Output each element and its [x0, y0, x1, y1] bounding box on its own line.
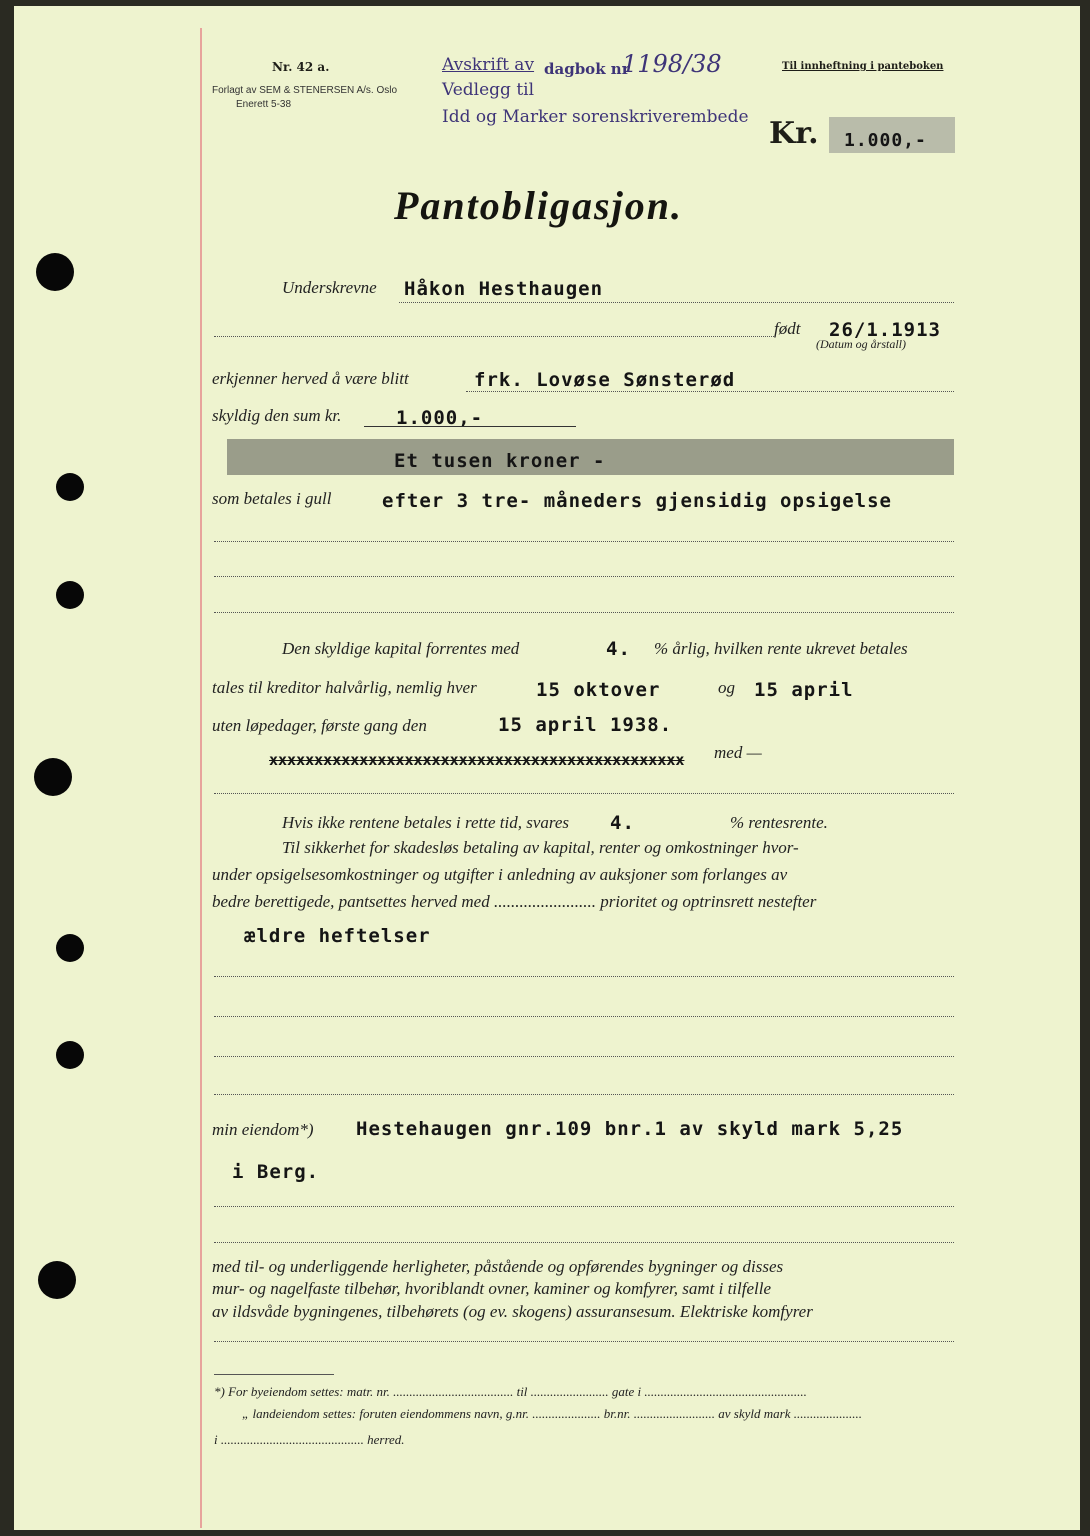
- amount-in-words: Et tusen kroner -: [394, 450, 606, 472]
- dotted-rule: [466, 391, 954, 392]
- dotted-rule: [214, 612, 954, 613]
- interest-date-2: 15 april: [754, 679, 854, 701]
- interest-og: og: [718, 678, 735, 697]
- signatory-name: Håkon Hesthaugen: [404, 278, 604, 300]
- dotted-rule: [214, 1242, 954, 1243]
- stamp-dagbok: dagbok nr: [544, 60, 630, 78]
- amount-value: 1.000,-: [844, 130, 927, 151]
- payment-label: som betales i gull: [212, 489, 332, 508]
- punch-hole: [34, 758, 72, 796]
- dotted-rule: [214, 576, 954, 577]
- penalty-rate: 4.: [610, 812, 635, 834]
- footnote-line: „ landeiendom settes: foruten eiendommens navn, g.nr. ..................... br.nr. ......................... av skyld mark .....................: [242, 1406, 862, 1421]
- form-number: Nr. 42 a.: [272, 60, 330, 74]
- security-text: Til sikkerhet for skadesløs betaling av kapital, renter og omkostninger hvor-: [282, 838, 799, 857]
- dotted-rule: [214, 1056, 954, 1057]
- margin-line: [200, 28, 202, 1528]
- first-payment-label: uten løpedager, første gang den: [212, 716, 427, 735]
- dotted-rule: [399, 302, 954, 303]
- appurtenance-text: mur- og nagelfaste tilbehør, hvoriblandt ovner, kaminer og komfyrer, samt i tilfelle: [212, 1279, 772, 1298]
- interest-label: Den skyldige kapital forrentes med: [282, 639, 520, 658]
- punch-hole: [38, 1261, 76, 1299]
- dotted-rule: [214, 976, 954, 977]
- appurtenance-text: med til- og underliggende herligheter, påstående og opførendes bygninger og disses: [212, 1257, 784, 1276]
- struck-line: xxxxxxxxxxxxxxxxxxxxxxxxxxxxxxxxxxxxxxxxxxxxxx: [269, 751, 685, 769]
- stamp-attachment: Vedlegg til: [442, 80, 535, 100]
- dotted-rule: [214, 336, 774, 337]
- dotted-rule: [214, 541, 954, 542]
- binding-note: Til innheftning i panteboken: [782, 61, 944, 72]
- dotted-rule: [214, 793, 954, 794]
- document-title: Pantobligasjon.: [394, 183, 683, 228]
- handwritten-journal-number: 1198/38: [622, 50, 722, 78]
- punch-hole: [56, 1041, 84, 1069]
- birth-date: 26/1.1913: [829, 319, 941, 341]
- security-text: bedre berettigede, pantsettes herved med ........................ prioritet og optrinsrett nestefter: [212, 892, 817, 911]
- amount-currency: Kr.: [769, 116, 819, 151]
- struck-line-tail: med —: [714, 743, 762, 762]
- sum-value: 1.000,-: [396, 407, 484, 429]
- dotted-rule: [214, 1094, 954, 1095]
- publisher-line: Forlagt av SEM & STENERSEN A/s. Oslo: [212, 85, 398, 96]
- sum-underline: [364, 426, 576, 427]
- document-page: [14, 6, 1080, 1530]
- dotted-rule: [214, 1206, 954, 1207]
- signatory-label: Underskrevne: [282, 278, 377, 297]
- punch-hole: [36, 253, 74, 291]
- date-caption: (Datum og årstall): [816, 337, 906, 351]
- footnote-line: i ............................................ herred.: [214, 1432, 405, 1447]
- sum-label: skyldig den sum kr.: [212, 406, 342, 425]
- penalty-label: Hvis ikke rentene betales i rette tid, svares: [282, 813, 570, 832]
- property-description: Hestehaugen gnr.109 bnr.1 av skyld mark 5,25: [356, 1118, 904, 1140]
- stamp-court-office: Idd og Marker sorenskriverembede: [442, 107, 749, 127]
- punch-hole: [56, 581, 84, 609]
- appurtenance-text: av ildsvåde bygningenes, tilbehørets (og ev. skogens) assuransesum. Elektriske komfyrer: [212, 1302, 813, 1321]
- punch-hole: [56, 934, 84, 962]
- property-label: min eiendom*): [212, 1120, 314, 1139]
- interest-date-1: 15 oktover: [536, 679, 661, 701]
- footnote-line: *) For byeiendom settes: matr. nr. ..................................... til ........................ gate i ..................................................: [214, 1384, 807, 1399]
- interest-rate: 4.: [606, 638, 631, 660]
- interest-period-label: tales til kreditor halvårlig, nemlig hver: [212, 678, 477, 697]
- priority-text: ældre heftelser: [244, 925, 431, 947]
- born-label: født: [774, 319, 801, 338]
- dotted-rule: [214, 1016, 954, 1017]
- property-municipality: i Berg.: [232, 1161, 320, 1183]
- dotted-rule: [214, 1341, 954, 1342]
- publisher-line: Enerett 5-38: [236, 99, 292, 110]
- penalty-unit: % rentesrente.: [730, 813, 828, 832]
- stamp-copy-of: Avskrift av: [442, 55, 535, 75]
- first-payment-date: 15 april 1938.: [498, 714, 673, 736]
- payment-terms: efter 3 tre- måneders gjensidig opsigelse: [382, 490, 892, 512]
- punch-hole: [56, 473, 84, 501]
- security-text: under opsigelsesomkostninger og utgifter i anledning av auksjoner som forlanges av: [212, 865, 788, 884]
- acknowledge-label: erkjenner herved å være blitt: [212, 369, 409, 388]
- creditor-name: frk. Lovøse Sønsterød: [474, 369, 736, 391]
- interest-terms: % årlig, hvilken rente ukrevet betales: [654, 639, 908, 658]
- footnote-divider: [214, 1374, 334, 1375]
